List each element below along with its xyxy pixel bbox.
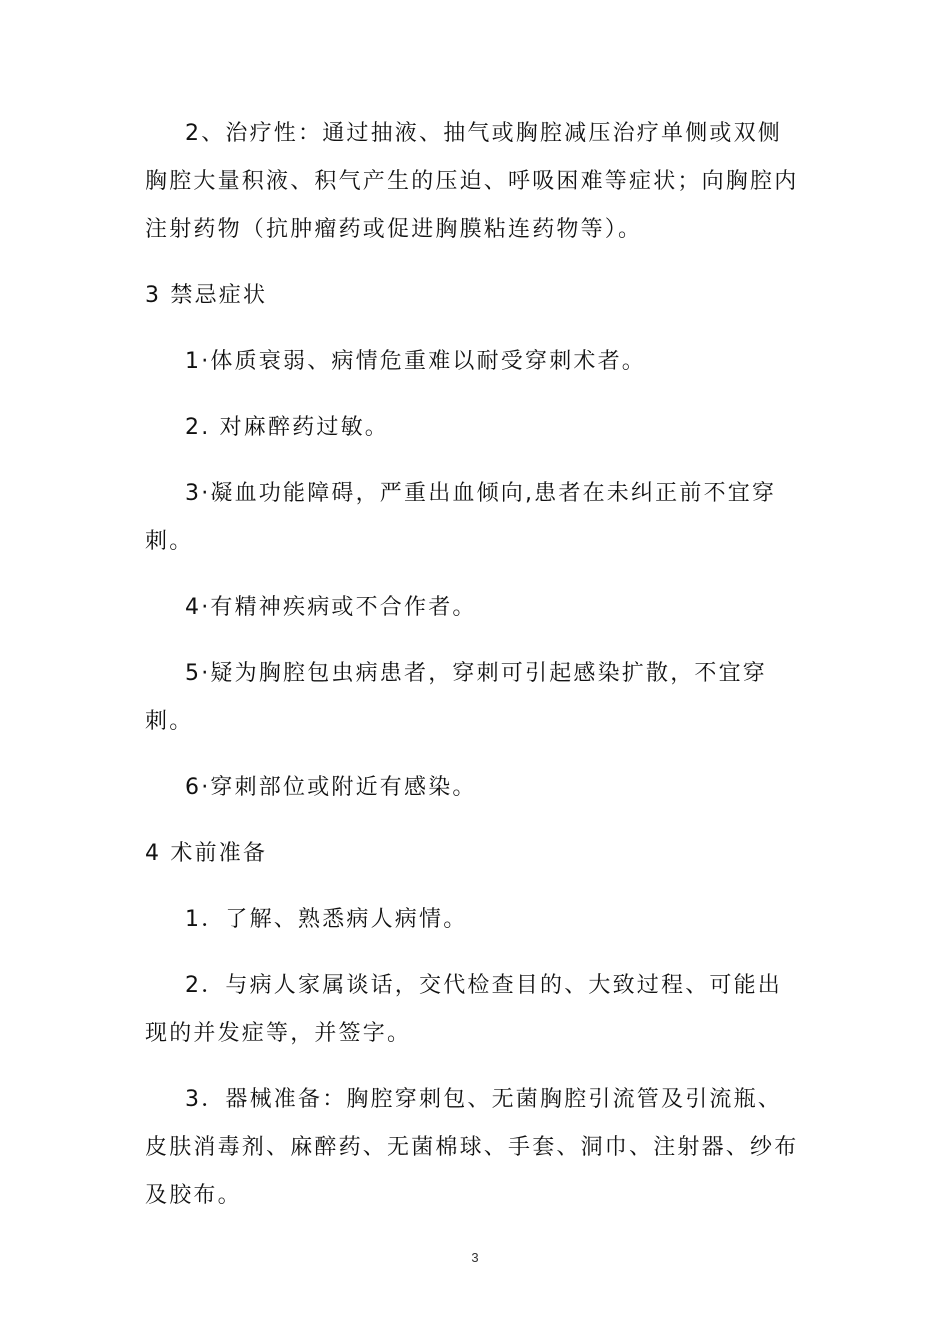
list-item: 5·疑为胸腔包虫病患者，穿刺可引起感染扩散，不宜穿刺。 [145, 661, 767, 734]
list-item: 6·穿刺部位或附近有感染。 [185, 775, 477, 800]
list-item: 3·凝血功能障碍，严重出血倾向,患者在未纠正前不宜穿刺。 [145, 481, 777, 554]
list-item: 3．器械准备：胸腔穿刺包、无菌胸腔引流管及引流瓶、皮肤消毒剂、麻醉药、无菌棉球、手套、洞巾、注射器、纱布及胶布。 [145, 1087, 799, 1208]
list-item: 1·体质衰弱、病情危重难以耐受穿刺术者。 [185, 349, 646, 374]
section-heading-contraindications: 3 禁忌症状 [145, 283, 268, 308]
list-item: 1．了解、熟悉病人病情。 [185, 907, 468, 932]
list-item: 4·有精神疾病或不合作者。 [185, 595, 477, 620]
list-item: 2. 对麻醉药过敏。 [185, 415, 389, 440]
page-number: 3 [471, 1250, 479, 1265]
section-heading-preparation: 4 术前准备 [145, 841, 268, 866]
paragraph-treatment: 2、治疗性：通过抽液、抽气或胸腔减压治疗单侧或双侧胸腔大量积液、积气产生的压迫、呼吸困难等症状；向胸腔内注射药物（抗肿瘤药或促进胸膜粘连药物等）。 [145, 121, 799, 242]
list-item: 2．与病人家属谈话，交代检查目的、大致过程、可能出现的并发症等，并签字。 [145, 973, 782, 1046]
document-body [145, 110, 800, 1238]
